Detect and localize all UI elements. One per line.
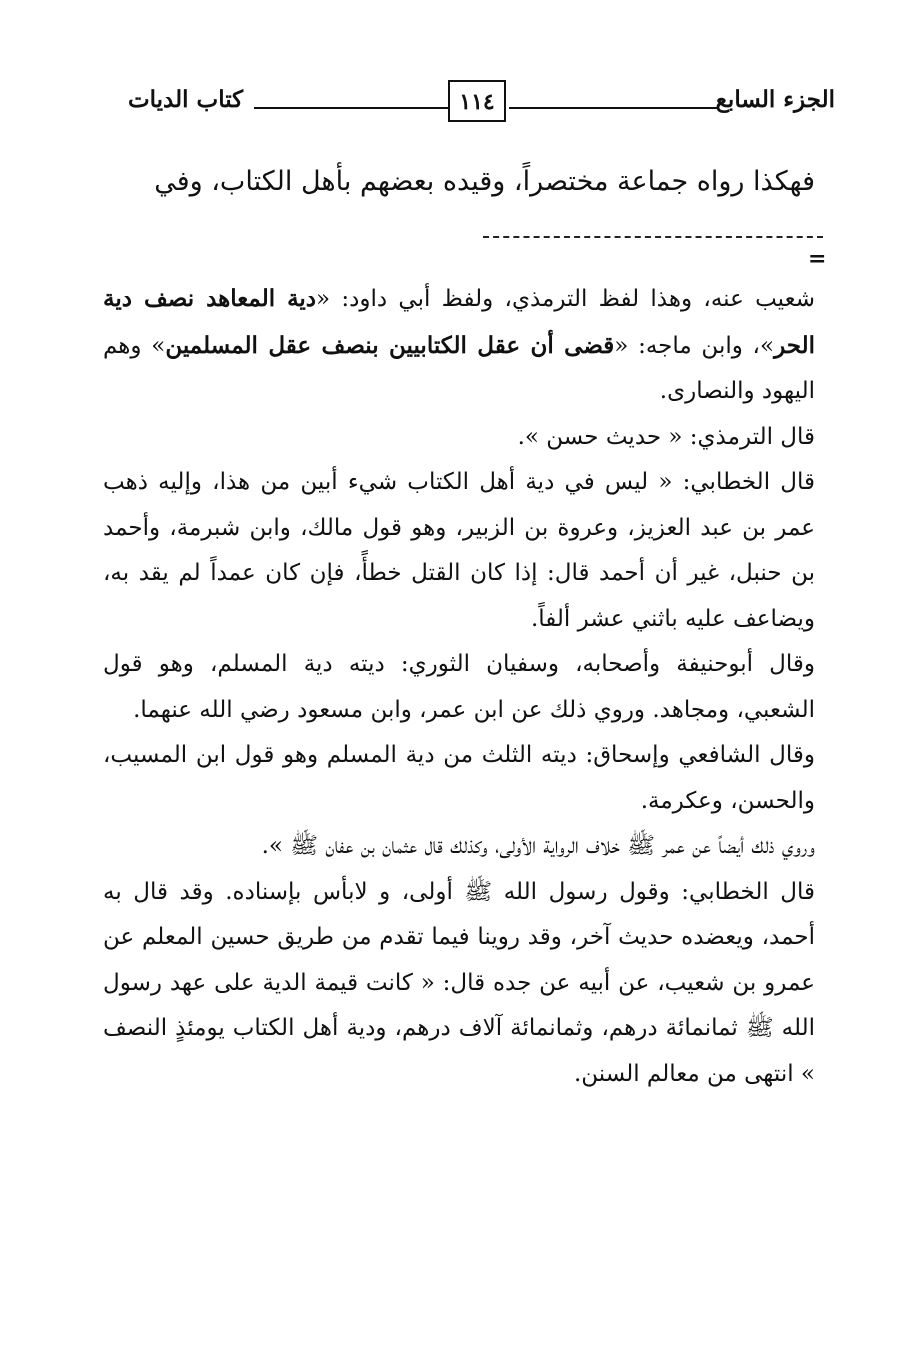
- footnote-paragraph: وروي ذلك أيضاً عن عمر ﷺ خلاف الرواية الأولى، وكذلك قال عثمان بن عفان ﷺ ».: [261, 833, 815, 859]
- header-rule-left: [254, 107, 448, 109]
- footnote-continuation-marker: =: [808, 246, 827, 272]
- book-title: كتاب الديات: [128, 86, 244, 113]
- part-title: الجزء السابع: [715, 86, 835, 113]
- hadith-quote: قضى أن عقل الكتابيين بنصف عقل المسلمين: [165, 331, 615, 359]
- page-header: [128, 80, 835, 130]
- footnotes: [103, 276, 815, 1097]
- hadith-quote: دية المعاهد نصف دية الحر: [103, 285, 815, 359]
- footnote-paragraph: [103, 276, 815, 415]
- footnote-separator: [483, 236, 823, 238]
- page-number: ١١٤: [448, 80, 506, 122]
- footnote-paragraph: وقال أبوحنيفة وأصحابه، وسفيان الثوري: ديته دية المسلم، وهو قول الشعبي، ومجاهد. وروي ذلك عن ابن عمر، وابن مسعود رضي الله عنهما.: [103, 651, 815, 723]
- footnote-paragraph: قال الترمذي: « حديث حسن ».: [517, 423, 815, 450]
- footnote-paragraph: قال الخطابي: وقول رسول الله ﷺ أولى، و لابأس بإسناده. وقد قال به أحمد، ويعضده حديث آخر، وقد روينا فيما تقدم من طريق حسين المعلم عن عمرو بن شعيب، عن أبيه عن جده قال: « كانت قيمة الدية على عهد رسول الله ﷺ ثمانمائة درهم، وثمانمائة آلاف درهم، ودية أهل الكتاب يومئذٍ النصف » انتهى من معالم السنن.: [103, 878, 815, 1087]
- footnote-text: »، وابن ماجه: «: [614, 332, 775, 359]
- footnote-text: شعيب عنه، وهذا لفظ الترمذي، ولفظ أبي داود: «: [316, 286, 815, 312]
- main-text: فهكذا رواه جماعة مختصراً، وقيده بعضهم بأهل الكتاب، وفي: [154, 166, 815, 197]
- header-rule-right: [509, 107, 717, 109]
- footnote-paragraph: قال الخطابي: « ليس في دية أهل الكتاب شيء أبين من هذا، وإليه ذهب عمر بن عبد العزيز، وعروة بن الزبير، وهو قول مالك، وابن شبرمة، وأحمد بن حنبل، غير أن أحمد قال: إذا كان القتل خطأً، فإن كان عمداً لم يقد به، ويضاعف عليه باثني عشر ألفاً.: [103, 469, 815, 632]
- footnote-text: » وهم اليهود والنصارى.: [103, 332, 815, 404]
- footnote-paragraph: وقال الشافعي وإسحاق: ديته الثلث من دية المسلم وهو قول ابن المسيب، والحسن، وعكرمة.: [103, 742, 815, 814]
